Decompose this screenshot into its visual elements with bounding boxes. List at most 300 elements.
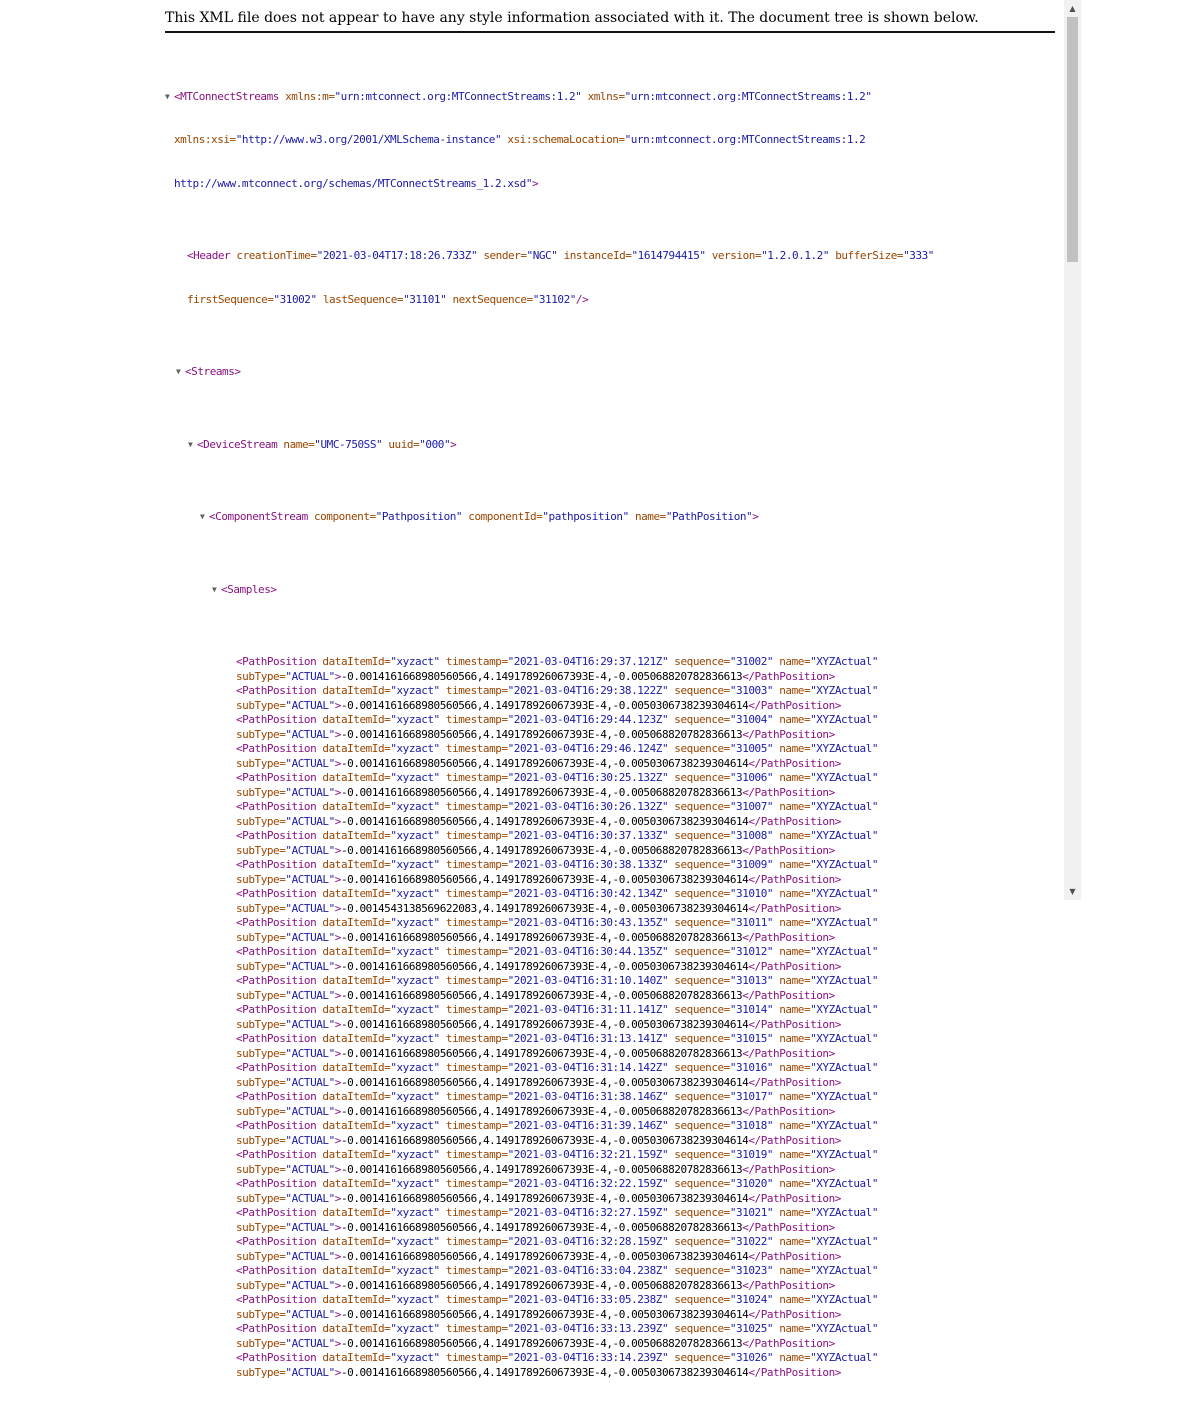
attr-value: "XYZActual" — [810, 1177, 879, 1190]
attr-name: dataItemId= — [316, 1235, 391, 1248]
attr-name: sequence= — [668, 1061, 730, 1074]
attr-name: dataItemId= — [316, 916, 391, 929]
attr-name: subType= — [236, 1133, 286, 1147]
path-position-entry-cont — [165, 1105, 1060, 1120]
attr-value: "ACTUAL" — [285, 1017, 335, 1031]
tree-line-root-cont — [165, 133, 1060, 148]
path-position-close-tag: </PathPosition> — [742, 930, 835, 944]
sequence-value: "31013" — [729, 974, 774, 987]
attr-name: name= — [773, 916, 811, 929]
attr-value: "XYZActual" — [810, 1322, 879, 1335]
path-position-value: -0.0014161668980560566,4.149178926067393E-4,-0.005068820782836613 — [340, 1278, 743, 1292]
timestamp-value: "2021-03-04T16:32:22.159Z" — [507, 1177, 669, 1190]
tag-close: > — [334, 1220, 341, 1234]
attr-name: timestamp= — [439, 887, 508, 900]
attr-name: name= — [773, 713, 811, 726]
path-position-open-tag: <PathPosition — [236, 655, 317, 668]
attr-value: "ACTUAL" — [285, 727, 335, 741]
scrollbar-thumb[interactable] — [1067, 17, 1078, 262]
attr-value: "ACTUAL" — [285, 1336, 335, 1350]
attr-name: name= — [773, 1322, 811, 1335]
path-position-close-tag: </PathPosition> — [742, 1220, 835, 1234]
attr-value: "XYZActual" — [810, 974, 879, 987]
attr-name: dataItemId= — [316, 945, 391, 958]
attr-name: dataItemId= — [316, 887, 391, 900]
timestamp-value: "2021-03-04T16:32:28.159Z" — [507, 1235, 669, 1248]
path-position-open-tag: <PathPosition — [236, 887, 317, 900]
attr-name: name= — [773, 1061, 811, 1074]
attr-name: sequence= — [668, 713, 730, 726]
path-position-entry-cont — [165, 757, 1060, 772]
path-position-entry — [165, 1235, 1060, 1250]
path-position-close-tag: </PathPosition> — [742, 988, 835, 1002]
path-position-entry-cont — [165, 931, 1060, 946]
device-stream-tag: <DeviceStream — [197, 437, 278, 451]
attr-value: "NGC" — [526, 249, 558, 262]
attr-name: dataItemId= — [316, 1148, 391, 1161]
attr-value: "XYZActual" — [810, 1119, 879, 1132]
path-position-open-tag: <PathPosition — [236, 1206, 317, 1219]
attr-name: uuid= — [382, 437, 420, 451]
sequence-value: "31019" — [729, 1148, 774, 1161]
path-position-entry — [165, 1177, 1060, 1192]
attr-name: subType= — [236, 1162, 286, 1176]
path-position-open-tag: <PathPosition — [236, 1322, 317, 1335]
attr-value: "XYZActual" — [810, 800, 879, 813]
attr-name: nextSequence= — [446, 292, 533, 306]
attr-value: "Pathposition" — [375, 510, 463, 523]
collapse-toggle-icon[interactable]: ▼ — [176, 367, 181, 376]
attr-name: name= — [773, 1032, 811, 1045]
attr-name: name= — [773, 655, 811, 668]
attr-value: "xyzact" — [390, 858, 440, 871]
attr-value: "XYZActual" — [810, 771, 879, 784]
path-position-open-tag: <PathPosition — [236, 945, 317, 958]
path-position-open-tag: <PathPosition — [236, 1264, 317, 1277]
component-stream-tag: <ComponentStream — [209, 510, 308, 523]
tag-close: /> — [575, 292, 589, 306]
attr-name: name= — [773, 1090, 811, 1103]
attr-value: "ACTUAL" — [285, 1162, 335, 1176]
attr-name: subType= — [236, 1278, 286, 1292]
attr-value: "xyzact" — [390, 771, 440, 784]
collapse-toggle-icon[interactable]: ▼ — [200, 512, 205, 521]
attr-name: timestamp= — [439, 1003, 508, 1016]
attr-value: "xyzact" — [390, 742, 440, 755]
path-position-value: -0.0014161668980560566,4.149178926067393E-4,-0.005068820782836613 — [340, 669, 743, 683]
path-position-close-tag: </PathPosition> — [748, 1307, 841, 1321]
attr-value: "xyzact" — [390, 1119, 440, 1132]
path-position-value: -0.0014161668980560566,4.149178926067393E-4,-0.0050306738239304614 — [340, 1191, 749, 1205]
attr-value: "ACTUAL" — [285, 843, 335, 857]
attr-name: name= — [773, 1148, 811, 1161]
attr-name: dataItemId= — [316, 974, 391, 987]
sequence-value: "31023" — [729, 1264, 774, 1277]
attr-name: dataItemId= — [316, 1032, 391, 1045]
path-position-value: -0.0014161668980560566,4.149178926067393E-4,-0.0050306738239304614 — [340, 756, 749, 770]
attr-value: "XYZActual" — [810, 1090, 879, 1103]
attr-name: dataItemId= — [316, 1293, 391, 1306]
path-position-open-tag: <PathPosition — [236, 1003, 317, 1016]
path-position-close-tag: </PathPosition> — [742, 727, 835, 741]
attr-value: "xyzact" — [390, 945, 440, 958]
path-position-value: -0.0014161668980560566,4.149178926067393E-4,-0.0050306738239304614 — [340, 872, 749, 886]
attr-name: dataItemId= — [316, 858, 391, 871]
attr-name: name= — [773, 800, 811, 813]
attr-value: "XYZActual" — [810, 1148, 879, 1161]
attr-name: timestamp= — [439, 742, 508, 755]
sequence-value: "31002" — [729, 655, 774, 668]
tree-line-root-cont — [165, 177, 1060, 192]
attr-value: "ACTUAL" — [285, 1191, 335, 1205]
path-position-open-tag: <PathPosition — [236, 1293, 317, 1306]
path-position-entry — [165, 771, 1060, 786]
attr-value: "XYZActual" — [810, 1061, 879, 1074]
path-position-open-tag: <PathPosition — [236, 916, 317, 929]
tree-line-samples — [165, 583, 1060, 598]
path-position-close-tag: </PathPosition> — [748, 814, 841, 828]
path-position-entry-cont — [165, 902, 1060, 917]
attr-value: "ACTUAL" — [285, 1365, 335, 1379]
attr-name: sequence= — [668, 1003, 730, 1016]
attr-name: timestamp= — [439, 1032, 508, 1045]
attr-name: sequence= — [668, 1090, 730, 1103]
attr-value: "XYZActual" — [810, 1032, 879, 1045]
path-position-close-tag: </PathPosition> — [748, 901, 841, 915]
attr-name: timestamp= — [439, 1119, 508, 1132]
attr-name: sequence= — [668, 1177, 730, 1190]
attr-value: "XYZActual" — [810, 684, 879, 697]
timestamp-value: "2021-03-04T16:33:14.239Z" — [507, 1351, 669, 1364]
attr-name: sequence= — [668, 974, 730, 987]
timestamp-value: "2021-03-04T16:30:26.132Z" — [507, 800, 669, 813]
path-position-close-tag: </PathPosition> — [742, 1162, 835, 1176]
tag-close: > — [334, 901, 341, 915]
attr-value: "xyzact" — [390, 684, 440, 697]
attr-name: sequence= — [668, 655, 730, 668]
attr-name: name= — [773, 684, 811, 697]
attr-name: timestamp= — [439, 974, 508, 987]
path-position-entry — [165, 974, 1060, 989]
path-position-entry — [165, 655, 1060, 670]
attr-name: subType= — [236, 1220, 286, 1234]
attr-name: timestamp= — [439, 1148, 508, 1161]
path-position-entry-cont — [165, 1366, 1060, 1381]
attr-name: subType= — [236, 756, 286, 770]
attr-name: timestamp= — [439, 1235, 508, 1248]
attr-name: name= — [773, 887, 811, 900]
path-position-entry-cont — [165, 1308, 1060, 1323]
attr-value: "XYZActual" — [810, 713, 879, 726]
path-position-entry-cont — [165, 1047, 1060, 1062]
attr-name: subType= — [236, 872, 286, 886]
path-position-close-tag: </PathPosition> — [748, 756, 841, 770]
attr-name: dataItemId= — [316, 771, 391, 784]
attr-value: "31102" — [532, 292, 576, 306]
attr-value: "333" — [903, 249, 934, 262]
attr-name: sender= — [477, 249, 527, 262]
attr-name: dataItemId= — [316, 684, 391, 697]
sequence-value: "31022" — [729, 1235, 774, 1248]
attr-value: "http://www.w3.org/2001/XMLSchema-instance" — [235, 133, 502, 146]
attr-value: "ACTUAL" — [285, 1133, 335, 1147]
attr-name: subType= — [236, 959, 286, 973]
attr-name: firstSequence= — [187, 292, 274, 306]
path-position-value: -0.0014161668980560566,4.149178926067393E-4,-0.005068820782836613 — [340, 1336, 743, 1350]
path-position-open-tag: <PathPosition — [236, 713, 317, 726]
attr-name: name= — [773, 974, 811, 987]
path-position-value: -0.0014161668980560566,4.149178926067393E-4,-0.005068820782836613 — [340, 727, 743, 741]
path-position-open-tag: <PathPosition — [236, 742, 317, 755]
attr-name: timestamp= — [439, 655, 508, 668]
attr-value: "xyzact" — [390, 1351, 440, 1364]
path-position-close-tag: </PathPosition> — [748, 872, 841, 886]
timestamp-value: "2021-03-04T16:30:38.133Z" — [507, 858, 669, 871]
tag-close: > — [334, 1278, 341, 1292]
xml-viewer-page — [165, 0, 1060, 1379]
attr-value: "XYZActual" — [810, 945, 879, 958]
streams-tag: <Streams> — [185, 365, 241, 378]
attr-name: dataItemId= — [316, 1264, 391, 1277]
sequence-value: "31021" — [729, 1206, 774, 1219]
attr-value: "ACTUAL" — [285, 1046, 335, 1060]
path-position-entry — [165, 1119, 1060, 1134]
attr-value: "ACTUAL" — [285, 669, 335, 683]
attr-value: "XYZActual" — [810, 916, 879, 929]
header-tag: <Header — [187, 249, 231, 262]
attr-name: name= — [628, 510, 666, 523]
tag-close: > — [334, 698, 341, 712]
attr-value: "XYZActual" — [810, 1351, 879, 1364]
path-position-value: -0.0014161668980560566,4.149178926067393E-4,-0.005068820782836613 — [340, 843, 743, 857]
attr-name: bufferSize= — [829, 249, 904, 262]
root-open-tag: <MTConnectStreams — [174, 89, 279, 103]
tag-close: > — [334, 756, 341, 770]
attr-name: timestamp= — [439, 1206, 508, 1219]
attr-value: "ACTUAL" — [285, 901, 335, 915]
attr-name: xmlns:xsi= — [174, 133, 236, 146]
attr-value: "UMC-750SS" — [314, 437, 383, 451]
attr-name: name= — [773, 829, 811, 842]
attr-name: component= — [307, 510, 376, 523]
tag-close: > — [450, 437, 457, 451]
tree-line-streams — [165, 365, 1060, 380]
attr-name: subType= — [236, 901, 286, 915]
timestamp-value: "2021-03-04T16:33:05.238Z" — [507, 1293, 669, 1306]
attr-name: dataItemId= — [316, 1003, 391, 1016]
tag-close: > — [334, 1046, 341, 1060]
path-position-entry-cont — [165, 728, 1060, 743]
attr-name: sequence= — [668, 945, 730, 958]
path-position-entry-cont — [165, 1337, 1060, 1352]
attr-value: "XYZActual" — [810, 1293, 879, 1306]
attr-value: "1614794415" — [631, 249, 706, 262]
tag-close: > — [334, 959, 341, 973]
tag-close: > — [334, 785, 341, 799]
attr-value: "xyzact" — [390, 829, 440, 842]
attr-name: sequence= — [668, 1119, 730, 1132]
attr-name: sequence= — [668, 1264, 730, 1277]
attr-name: sequence= — [668, 1351, 730, 1364]
path-position-entry — [165, 1351, 1060, 1366]
attr-name: timestamp= — [439, 713, 508, 726]
attr-name: dataItemId= — [316, 655, 391, 668]
sequence-value: "31024" — [729, 1293, 774, 1306]
tree-line-device-stream — [165, 438, 1060, 453]
attr-name: dataItemId= — [316, 829, 391, 842]
attr-name: instanceId= — [557, 249, 632, 262]
tag-close: > — [334, 988, 341, 1002]
notice-divider — [165, 31, 1055, 33]
path-position-close-tag: </PathPosition> — [742, 785, 835, 799]
collapse-toggle-icon[interactable]: ▼ — [165, 91, 170, 101]
attr-value: "xyzact" — [390, 1235, 440, 1248]
attr-name: sequence= — [668, 771, 730, 784]
timestamp-value: "2021-03-04T16:30:44.135Z" — [507, 945, 669, 958]
attr-name: name= — [773, 1235, 811, 1248]
scroll-down-arrow-icon[interactable]: ▼ — [1069, 887, 1076, 896]
attr-name: sequence= — [668, 684, 730, 697]
collapse-toggle-icon[interactable]: ▼ — [188, 439, 193, 449]
tree-line-root — [165, 90, 1060, 105]
path-position-entry — [165, 1148, 1060, 1163]
attr-value: "ACTUAL" — [285, 1249, 335, 1263]
path-position-entry-cont — [165, 873, 1060, 888]
sequence-value: "31025" — [729, 1322, 774, 1335]
tag-close: > — [752, 510, 759, 523]
attr-value: "xyzact" — [390, 655, 440, 668]
sequence-value: "31010" — [729, 887, 774, 900]
sequence-value: "31026" — [729, 1351, 774, 1364]
samples-tag: <Samples> — [221, 582, 277, 596]
path-position-close-tag: </PathPosition> — [742, 1336, 835, 1350]
tag-close: > — [334, 727, 341, 741]
timestamp-value: "2021-03-04T16:31:14.142Z" — [507, 1061, 669, 1074]
path-position-close-tag: </PathPosition> — [748, 1365, 841, 1379]
sequence-value: "31015" — [729, 1032, 774, 1045]
path-position-close-tag: </PathPosition> — [742, 669, 835, 683]
vertical-scrollbar[interactable] — [1064, 0, 1081, 900]
path-position-entry-cont — [165, 844, 1060, 859]
path-position-value: -0.0014161668980560566,4.149178926067393E-4,-0.0050306738239304614 — [340, 1133, 749, 1147]
sequence-value: "31004" — [729, 713, 774, 726]
attr-name: subType= — [236, 1104, 286, 1118]
path-position-entry — [165, 1264, 1060, 1279]
path-position-entry — [165, 916, 1060, 931]
attr-name: sequence= — [668, 1293, 730, 1306]
path-position-value: -0.0014161668980560566,4.149178926067393E-4,-0.0050306738239304614 — [340, 1075, 749, 1089]
tree-line-header — [165, 249, 1060, 264]
attr-name: subType= — [236, 1249, 286, 1263]
path-position-open-tag: <PathPosition — [236, 1148, 317, 1161]
attr-name: xmlns:m= — [278, 89, 335, 103]
attr-value: "xyzact" — [390, 974, 440, 987]
attr-value: "ACTUAL" — [285, 1104, 335, 1118]
attr-name: dataItemId= — [316, 742, 391, 755]
path-position-entry-cont — [165, 1192, 1060, 1207]
tree-line-component-stream — [165, 510, 1060, 525]
timestamp-value: "2021-03-04T16:31:38.146Z" — [507, 1090, 669, 1103]
attr-value: "ACTUAL" — [285, 756, 335, 770]
attr-value: "XYZActual" — [810, 1003, 879, 1016]
sequence-value: "31014" — [729, 1003, 774, 1016]
attr-value: "ACTUAL" — [285, 959, 335, 973]
path-position-close-tag: </PathPosition> — [748, 1017, 841, 1031]
attr-name: name= — [773, 1206, 811, 1219]
attr-name: name= — [773, 1293, 811, 1306]
timestamp-value: "2021-03-04T16:32:27.159Z" — [507, 1206, 669, 1219]
path-position-open-tag: <PathPosition — [236, 1090, 317, 1103]
attr-value: "xyzact" — [390, 1090, 440, 1103]
attr-name: name= — [773, 858, 811, 871]
attr-name: timestamp= — [439, 1177, 508, 1190]
attr-value: "000" — [419, 437, 451, 451]
attr-name: dataItemId= — [316, 1061, 391, 1074]
attr-value: "ACTUAL" — [285, 930, 335, 944]
sequence-value: "31003" — [729, 684, 774, 697]
attr-name: name= — [773, 1177, 811, 1190]
attr-name: componentId= — [462, 510, 543, 523]
path-position-close-tag: </PathPosition> — [748, 1249, 841, 1263]
attr-name: name= — [773, 742, 811, 755]
path-position-entry — [165, 1293, 1060, 1308]
attr-value: "XYZActual" — [810, 742, 879, 755]
attr-name: dataItemId= — [316, 1177, 391, 1190]
path-position-close-tag: </PathPosition> — [748, 1133, 841, 1147]
tag-close: > — [334, 1336, 341, 1350]
timestamp-value: "2021-03-04T16:31:10.140Z" — [507, 974, 669, 987]
path-position-entry — [165, 1003, 1060, 1018]
attr-value: "urn:mtconnect.org:MTConnectStreams:1.2" — [334, 89, 582, 103]
timestamp-value: "2021-03-04T16:31:11.141Z" — [507, 1003, 669, 1016]
attr-name: subType= — [236, 1365, 286, 1379]
path-position-entry — [165, 713, 1060, 728]
path-position-list — [165, 655, 1060, 1380]
attr-name: subType= — [236, 1017, 286, 1031]
attr-name: dataItemId= — [316, 1322, 391, 1335]
tag-close: > — [334, 1307, 341, 1321]
attr-name: subType= — [236, 669, 286, 683]
tag-close: > — [334, 872, 341, 886]
attr-name: timestamp= — [439, 1322, 508, 1335]
tag-close: > — [334, 1365, 341, 1379]
attr-name: timestamp= — [439, 945, 508, 958]
attr-name: name= — [773, 1264, 811, 1277]
timestamp-value: "2021-03-04T16:30:37.133Z" — [507, 829, 669, 842]
attr-name: timestamp= — [439, 858, 508, 871]
path-position-value: -0.0014543138569622083,4.149178926067393E-4,-0.0050306738239304614 — [340, 901, 749, 915]
collapse-toggle-icon[interactable]: ▼ — [212, 584, 217, 594]
attr-value: "31101" — [403, 292, 447, 306]
attr-value: "31002" — [273, 292, 317, 306]
attr-name: dataItemId= — [316, 713, 391, 726]
attr-value: "XYZActual" — [810, 1235, 879, 1248]
attr-value: "2021-03-04T17:18:26.733Z" — [316, 249, 478, 262]
path-position-entry — [165, 1206, 1060, 1221]
attr-value: "pathposition" — [542, 510, 629, 523]
scroll-up-arrow-icon[interactable]: ▲ — [1069, 4, 1076, 13]
attr-name: xmlns= — [581, 89, 625, 103]
path-position-entry — [165, 858, 1060, 873]
attr-name: sequence= — [668, 916, 730, 929]
no-style-notice: This XML file does not appear to have any style information associated with it. The document tree is shown below. — [165, 10, 979, 26]
tag-close: > — [334, 1075, 341, 1089]
sequence-value: "31018" — [729, 1119, 774, 1132]
attr-value: "ACTUAL" — [285, 872, 335, 886]
attr-value: "xyzact" — [390, 1032, 440, 1045]
attr-value: "xyzact" — [390, 1003, 440, 1016]
attr-name: subType= — [236, 1191, 286, 1205]
